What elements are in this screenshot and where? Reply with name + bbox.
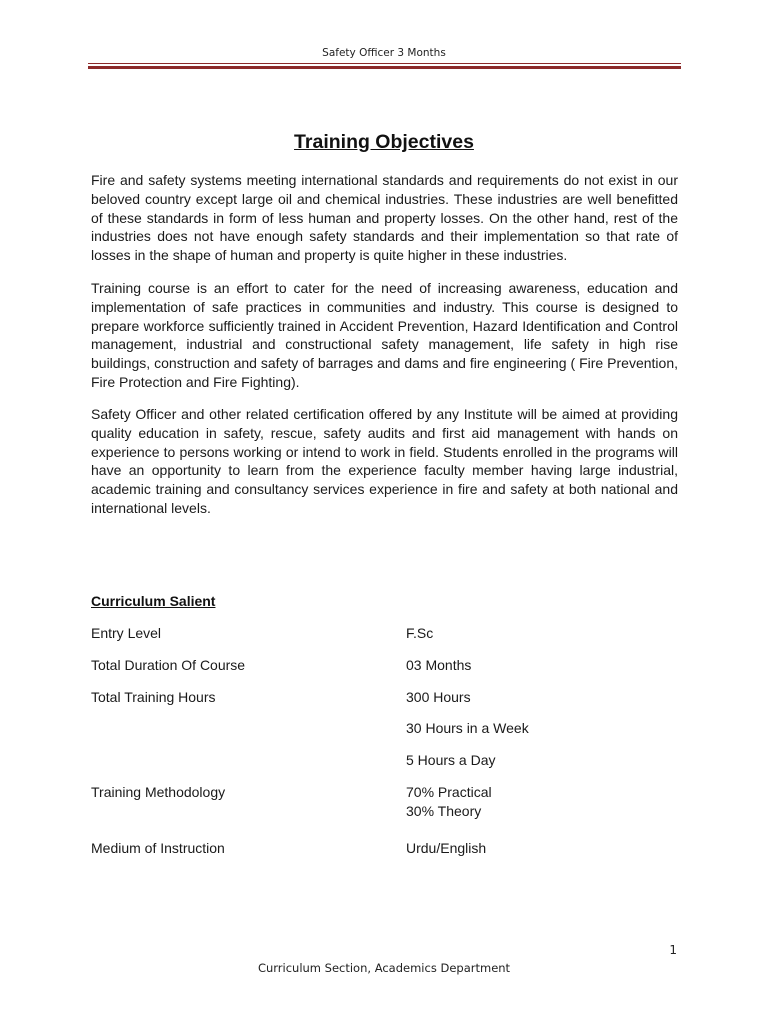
- row-label-duration: Total Duration Of Course: [91, 657, 246, 673]
- row-value-duration: 03 Months: [406, 657, 472, 673]
- row-value-training-hours: 300 Hours: [406, 689, 471, 705]
- row-value-entry-level: F.Sc: [406, 625, 434, 641]
- row-label-entry-level: Entry Level: [91, 625, 162, 641]
- curriculum-heading: Curriculum Salient: [91, 593, 216, 609]
- row-value-theory: 30% Theory: [406, 803, 482, 819]
- row-label-methodology: Training Methodology: [91, 784, 226, 800]
- header-rule-thick: [88, 66, 681, 69]
- header-rule-thin: [88, 63, 681, 64]
- paragraph-certification: Safety Officer and other related certification offered by any Institute will be aimed at providing quality education in safety, rescue, safety audits and first aid management with hands on experience to persons working or intend to work in field. Students enrolled in the programs will have an opportunity to learn from the experience faculty member having large industrial, academic training and consultancy services experience in fire and safety at both national and international levels.: [91, 406, 678, 516]
- row-value-practical: 70% Practical: [406, 784, 492, 800]
- row-value-weekly-hours: 30 Hours in a Week: [406, 720, 529, 736]
- paragraph-intro: Fire and safety systems meeting international standards and requirements do not exist in our beloved country except large oil and chemical industries. These industries are well benefitted of these standards in form of less human and property losses. On the other hand, rest of the industries does not have enough safety standards and their implementation so that rate of losses in the shape of human and property is quite higher in these industries.: [91, 172, 678, 264]
- row-value-medium: Urdu/English: [406, 840, 487, 856]
- paragraph-course: Training course is an effort to cater for the need of increasing awareness, education and implementation of safe practices in communities and industry. This course is designed to prepare workforce sufficiently trained in Accident Prevention, Hazard Identification and Control management, industrial and constructional safety management, life safety in high rise buildings, construction and safety of barrages and dams and fire engineering ( Fire Prevention, Fire Protection and Fire Fighting).: [91, 280, 678, 390]
- running-header: Safety Officer 3 Months: [322, 47, 446, 59]
- row-label-training-hours: Total Training Hours: [91, 689, 216, 705]
- row-label-medium: Medium of Instruction: [91, 840, 225, 856]
- footer-department: Curriculum Section, Academics Department: [257, 961, 511, 975]
- page-title: Training Objectives: [294, 131, 474, 153]
- page-number: 1: [669, 943, 677, 957]
- row-value-daily-hours: 5 Hours a Day: [406, 752, 496, 768]
